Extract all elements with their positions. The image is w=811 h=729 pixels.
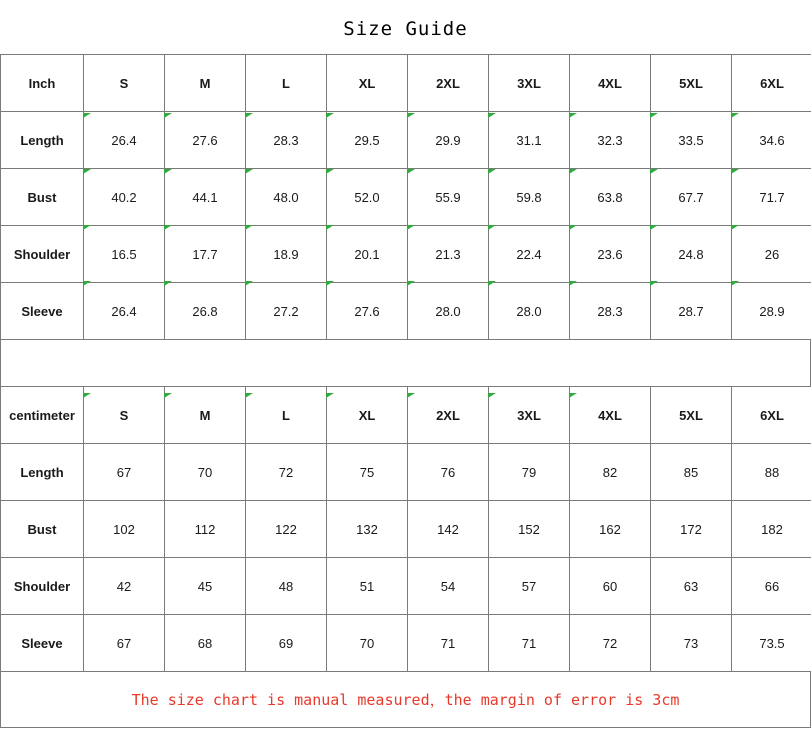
row-header-length: Length — [1, 112, 84, 169]
cell: 142 — [408, 501, 489, 558]
cell: 51 — [327, 558, 408, 615]
cell: 172 — [651, 501, 732, 558]
cell: 32.3 — [570, 112, 651, 169]
cell: 17.7 — [165, 226, 246, 283]
cell: 28.0 — [489, 283, 570, 340]
cell: 26.8 — [165, 283, 246, 340]
row-header-length: Length — [1, 444, 84, 501]
cell: 29.9 — [408, 112, 489, 169]
inch-size-table — [0, 54, 811, 340]
cell: 52.0 — [327, 169, 408, 226]
cell: 23.6 — [570, 226, 651, 283]
column-header-l: L — [246, 387, 327, 444]
table-row — [1, 444, 811, 501]
cell: 63 — [651, 558, 732, 615]
table-row — [1, 112, 811, 169]
centimeter-size-table — [0, 386, 811, 672]
cell: 70 — [327, 615, 408, 672]
cell: 71.7 — [732, 169, 811, 226]
cell: 34.6 — [732, 112, 811, 169]
cell: 42 — [84, 558, 165, 615]
cell: 59.8 — [489, 169, 570, 226]
cell: 63.8 — [570, 169, 651, 226]
cell: 162 — [570, 501, 651, 558]
row-header-bust: Bust — [1, 169, 84, 226]
cell: 76 — [408, 444, 489, 501]
cell: 27.6 — [327, 283, 408, 340]
cell: 48.0 — [246, 169, 327, 226]
cell: 44.1 — [165, 169, 246, 226]
cell: 67.7 — [651, 169, 732, 226]
cell: 102 — [84, 501, 165, 558]
cell: 70 — [165, 444, 246, 501]
cell: 73.5 — [732, 615, 811, 672]
cell: 67 — [84, 615, 165, 672]
table-row — [1, 558, 811, 615]
cell: 55.9 — [408, 169, 489, 226]
cell: 72 — [570, 615, 651, 672]
cell: 75 — [327, 444, 408, 501]
column-header-3xl: 3XL — [489, 387, 570, 444]
cell: 122 — [246, 501, 327, 558]
cell: 28.3 — [570, 283, 651, 340]
cell: 29.5 — [327, 112, 408, 169]
cell: 21.3 — [408, 226, 489, 283]
table-row — [1, 615, 811, 672]
cell: 112 — [165, 501, 246, 558]
column-header-4xl: 4XL — [570, 387, 651, 444]
column-header-xl: XL — [327, 55, 408, 112]
cell: 27.6 — [165, 112, 246, 169]
column-header-m: M — [165, 387, 246, 444]
row-header-bust: Bust — [1, 501, 84, 558]
cell: 85 — [651, 444, 732, 501]
column-header-xl: XL — [327, 387, 408, 444]
row-header-sleeve: Sleeve — [1, 283, 84, 340]
row-header-sleeve: Sleeve — [1, 615, 84, 672]
table-row — [1, 169, 811, 226]
column-header-6xl: 6XL — [732, 55, 811, 112]
column-header-5xl: 5XL — [651, 55, 732, 112]
cell: 82 — [570, 444, 651, 501]
cell: 22.4 — [489, 226, 570, 283]
column-header-3xl: 3XL — [489, 55, 570, 112]
cell: 57 — [489, 558, 570, 615]
cell: 67 — [84, 444, 165, 501]
table-row — [1, 283, 811, 340]
measurement-note: The size chart is manual measured，the margin of error is 3cm — [0, 672, 811, 728]
column-header-2xl: 2XL — [408, 55, 489, 112]
table-row — [1, 501, 811, 558]
column-header-s: S — [84, 55, 165, 112]
table-header-row — [1, 55, 811, 112]
cell: 182 — [732, 501, 811, 558]
cell: 26.4 — [84, 112, 165, 169]
unit-header-inch: Inch — [1, 55, 84, 112]
cell: 73 — [651, 615, 732, 672]
cell: 66 — [732, 558, 811, 615]
cell: 26.4 — [84, 283, 165, 340]
inch-table-wrapper — [0, 54, 811, 340]
row-header-shoulder: Shoulder — [1, 226, 84, 283]
cell: 40.2 — [84, 169, 165, 226]
cell: 28.3 — [246, 112, 327, 169]
column-header-6xl: 6XL — [732, 387, 811, 444]
cell: 45 — [165, 558, 246, 615]
unit-header-centimeter: centimeter — [1, 387, 84, 444]
cell: 28.9 — [732, 283, 811, 340]
cell: 72 — [246, 444, 327, 501]
column-header-4xl: 4XL — [570, 55, 651, 112]
table-row — [1, 226, 811, 283]
table-header-row — [1, 387, 811, 444]
centimeter-table-wrapper — [0, 386, 811, 672]
cell: 68 — [165, 615, 246, 672]
row-header-shoulder: Shoulder — [1, 558, 84, 615]
cell: 71 — [489, 615, 570, 672]
cell: 48 — [246, 558, 327, 615]
cell: 16.5 — [84, 226, 165, 283]
column-header-l: L — [246, 55, 327, 112]
cell: 18.9 — [246, 226, 327, 283]
page-title: Size Guide — [343, 18, 468, 40]
cell: 27.2 — [246, 283, 327, 340]
cell: 28.0 — [408, 283, 489, 340]
table-spacer — [0, 340, 811, 386]
cell: 54 — [408, 558, 489, 615]
cell: 69 — [246, 615, 327, 672]
cell: 71 — [408, 615, 489, 672]
cell: 88 — [732, 444, 811, 501]
column-header-5xl: 5XL — [651, 387, 732, 444]
cell: 26 — [732, 226, 811, 283]
column-header-s: S — [84, 387, 165, 444]
cell: 132 — [327, 501, 408, 558]
cell: 20.1 — [327, 226, 408, 283]
column-header-m: M — [165, 55, 246, 112]
cell: 33.5 — [651, 112, 732, 169]
cell: 79 — [489, 444, 570, 501]
cell: 24.8 — [651, 226, 732, 283]
column-header-2xl: 2XL — [408, 387, 489, 444]
cell: 152 — [489, 501, 570, 558]
cell: 28.7 — [651, 283, 732, 340]
cell: 60 — [570, 558, 651, 615]
cell: 31.1 — [489, 112, 570, 169]
